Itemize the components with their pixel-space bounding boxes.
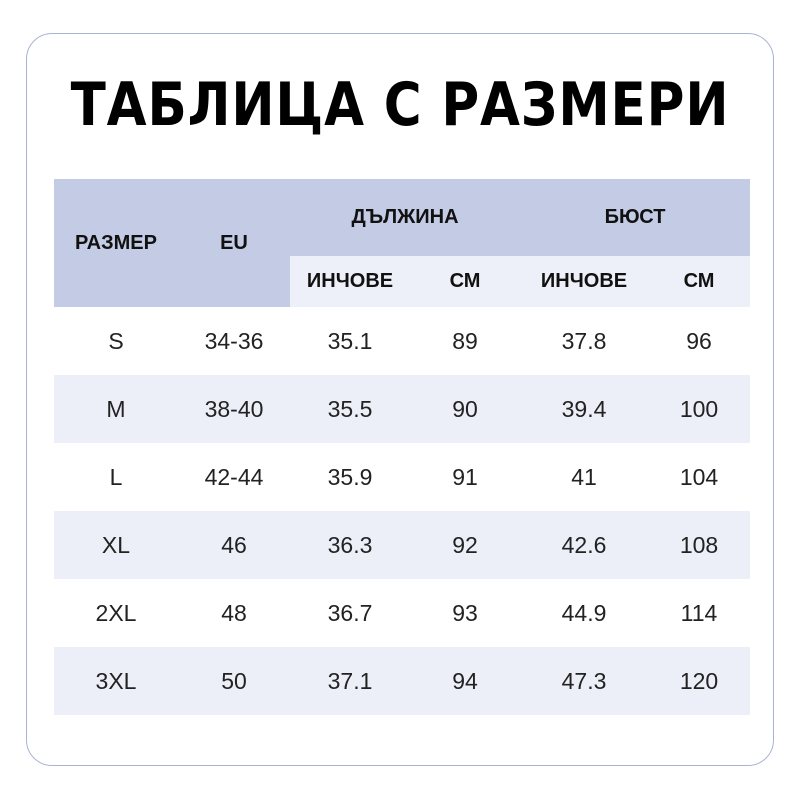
cell-bust-cm: 120 bbox=[648, 647, 750, 715]
header-size: РАЗМЕР bbox=[54, 179, 178, 307]
cell-length-inches: 36.3 bbox=[290, 511, 410, 579]
table-row bbox=[54, 375, 750, 443]
cell-bust-inches: 39.4 bbox=[520, 375, 648, 443]
header-length: ДЪЛЖИНА bbox=[290, 179, 520, 256]
cell-size: L bbox=[109, 463, 123, 490]
cell-length-cm: 94 bbox=[410, 647, 520, 715]
cell-length-inches: 36.7 bbox=[327, 599, 373, 626]
cell-eu: 34-36 bbox=[204, 327, 264, 354]
cell-size: 2XL bbox=[95, 599, 137, 626]
cell-eu: 38-40 bbox=[178, 375, 290, 443]
header-eu: EU bbox=[178, 179, 290, 307]
header-length-cm: СМ bbox=[410, 256, 520, 307]
header-bust-inches: ИНЧОВЕ bbox=[520, 256, 648, 307]
header-bust-cm: СМ bbox=[648, 256, 750, 307]
page-title: ТАБЛИЦА С РАЗМЕРИ bbox=[70, 70, 730, 140]
cell-eu: 46 bbox=[178, 511, 290, 579]
table-row bbox=[54, 511, 750, 579]
table-row bbox=[54, 443, 750, 511]
cell-eu: 50 bbox=[178, 647, 290, 715]
cell-size: S bbox=[108, 327, 124, 354]
cell-size: M bbox=[54, 375, 178, 443]
cell-bust-inches: 47.3 bbox=[520, 647, 648, 715]
cell-length-inches: 35.1 bbox=[327, 327, 373, 354]
cell-length-inches: 35.9 bbox=[327, 463, 373, 490]
size-table bbox=[54, 179, 750, 715]
cell-length-cm: 89 bbox=[452, 327, 478, 354]
table-row bbox=[54, 579, 750, 647]
cell-bust-cm: 104 bbox=[679, 463, 719, 490]
cell-bust-cm: 114 bbox=[680, 599, 718, 626]
cell-length-cm: 93 bbox=[452, 599, 478, 626]
cell-size: 3XL bbox=[54, 647, 178, 715]
cell-bust-cm: 96 bbox=[686, 327, 712, 354]
cell-length-cm: 91 bbox=[452, 463, 478, 490]
table-row bbox=[54, 307, 750, 375]
cell-length-inches: 37.1 bbox=[290, 647, 410, 715]
header-bust: БЮСТ bbox=[520, 179, 750, 256]
cell-bust-inches: 41 bbox=[571, 463, 597, 490]
cell-bust-cm: 108 bbox=[648, 511, 750, 579]
header-length-inches: ИНЧОВЕ bbox=[290, 256, 410, 307]
table-row bbox=[54, 647, 750, 715]
cell-bust-cm: 100 bbox=[648, 375, 750, 443]
cell-eu: 42-44 bbox=[204, 463, 264, 490]
cell-eu: 48 bbox=[221, 599, 247, 626]
cell-bust-inches: 37.8 bbox=[561, 327, 607, 354]
cell-length-inches: 35.5 bbox=[290, 375, 410, 443]
cell-length-cm: 92 bbox=[410, 511, 520, 579]
cell-bust-inches: 44.9 bbox=[561, 599, 607, 626]
cell-length-cm: 90 bbox=[410, 375, 520, 443]
cell-bust-inches: 42.6 bbox=[520, 511, 648, 579]
cell-size: XL bbox=[54, 511, 178, 579]
